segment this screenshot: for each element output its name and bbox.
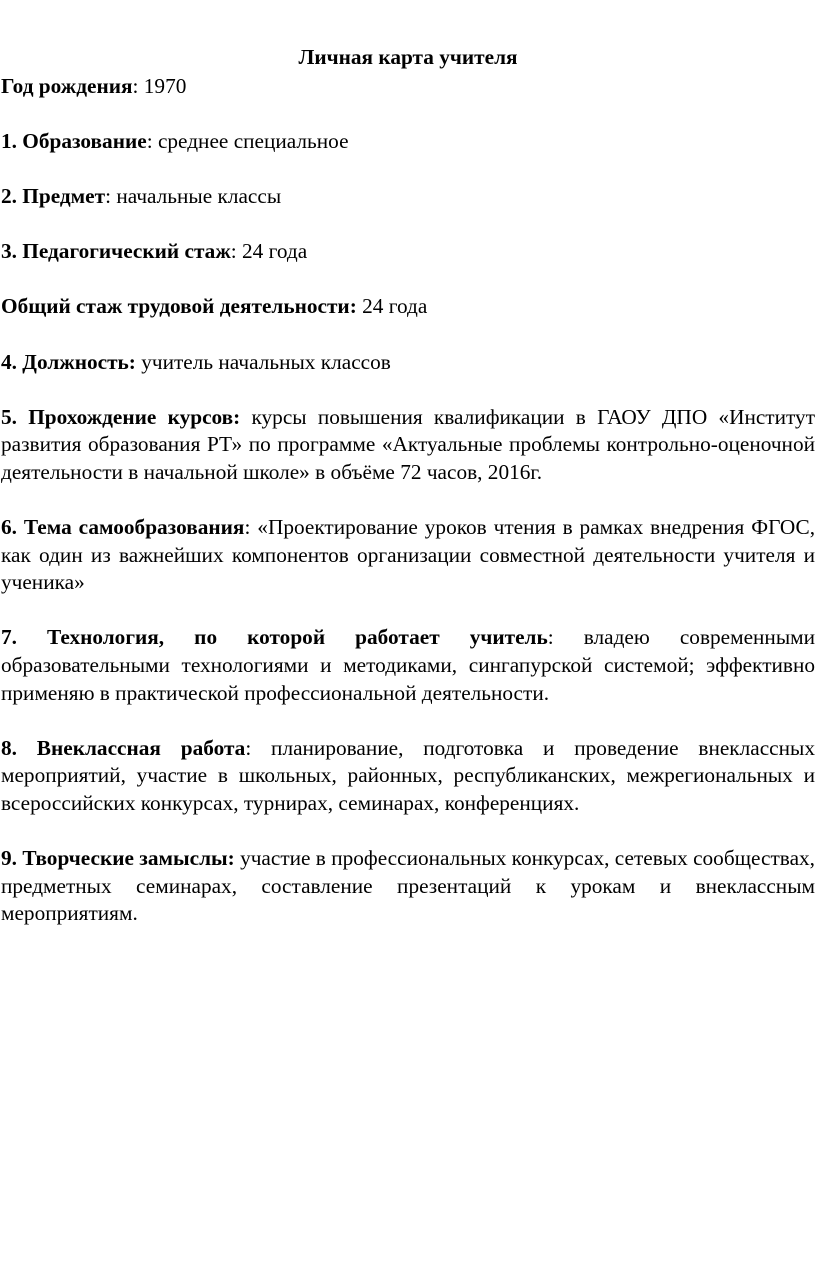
subject-line [1, 183, 815, 211]
technology-number: 7. [1, 625, 48, 650]
teaching-experience-number: 3. [1, 239, 23, 264]
birth-year-value: 1970 [143, 73, 187, 98]
self-education-value: «Проектирование уроков чтения в рамках внедрения ФГОС, как один из важнейших компонентов организации совместной деятельности учителя и ученика» [1, 515, 816, 595]
extracurricular-sep: : [245, 735, 272, 760]
birth-year-label: Год рождения [1, 73, 133, 98]
teaching-experience-sep: : [230, 239, 243, 264]
document-page [0, 44, 816, 928]
extracurricular-paragraph [1, 735, 815, 818]
education-sep: : [146, 128, 158, 153]
courses-paragraph [1, 404, 815, 487]
self-education-number: 6. [1, 515, 24, 540]
technology-paragraph [1, 624, 815, 707]
extracurricular-number: 8. [1, 735, 37, 760]
document-title: Личная карта учителя [298, 45, 518, 69]
position-label [1, 350, 136, 374]
courses-number: 5. [1, 404, 29, 429]
technology-value: владею современными образовательными технологиями и методиками, сингапурской системой; эффективно применяю в практической профессиональной деятельности. [1, 625, 816, 705]
total-experience-label-text: Общий стаж трудовой деятельности: [1, 294, 357, 319]
self-education-paragraph [1, 514, 815, 597]
position-line [1, 349, 815, 377]
subject-label [1, 184, 105, 208]
birth-year-sep: : [132, 73, 144, 98]
teaching-experience-line [1, 238, 815, 266]
teaching-experience-label [1, 239, 231, 263]
subject-value: начальные классы [116, 183, 282, 208]
total-experience-value: 24 года [362, 294, 428, 319]
birth-year-line [1, 73, 815, 101]
courses-sep [240, 405, 251, 429]
education-line [1, 128, 815, 156]
technology-sep: : [547, 625, 584, 650]
creative-plans-label-text: Творческие замыслы: [22, 846, 235, 871]
extracurricular-label [1, 736, 245, 760]
total-experience-line [1, 293, 815, 321]
position-label-text: Должность: [22, 349, 136, 374]
education-label-text: Образование [22, 128, 147, 153]
self-education-sep: : [244, 515, 258, 540]
courses-label [1, 405, 240, 429]
education-label [1, 129, 147, 153]
self-education-label-text: Тема самообразования [23, 515, 245, 540]
teaching-experience-value: 24 года [242, 239, 308, 264]
subject-number: 2. [1, 183, 23, 208]
self-education-label [1, 515, 244, 539]
creative-plans-paragraph [1, 845, 815, 928]
position-number: 4. [1, 349, 23, 374]
extracurricular-value: планирование, подготовка и проведение внеклассных мероприятий, участие в школьных, районных, республиканских, межрегиональных и всероссийских конкурсах, турнирах, семинарах, конференциях. [1, 735, 815, 816]
education-number: 1. [1, 128, 23, 153]
extracurricular-label-text: Внеклассная работа [36, 735, 246, 760]
courses-label-text: Прохождение курсов: [28, 404, 241, 429]
education-value: среднее специальное [157, 128, 349, 153]
subject-label-text: Предмет [22, 183, 106, 208]
creative-plans-number: 9. [1, 846, 23, 871]
creative-plans-label [1, 846, 235, 870]
creative-plans-value: участие в профессиональных конкурсах, сетевых сообществах, предметных семинарах, составление презентаций к урокам и внеклассным мероприятиям. [1, 846, 815, 926]
courses-value: курсы повышения квалификации в ГАОУ ДПО «Институт развития образования РТ» по программе «Актуальные проблемы контрольно-оценочной деятельности в начальной школе» в объёме 72 часов, 2016г. [1, 404, 815, 484]
subject-sep: : [105, 183, 117, 208]
position-value: учитель начальных классов [141, 349, 391, 374]
total-experience-label [1, 294, 357, 318]
technology-label [1, 625, 548, 649]
teaching-experience-label-text: Педагогический стаж [22, 239, 231, 264]
technology-label-text: Технология, по которой работает учитель [47, 625, 548, 650]
